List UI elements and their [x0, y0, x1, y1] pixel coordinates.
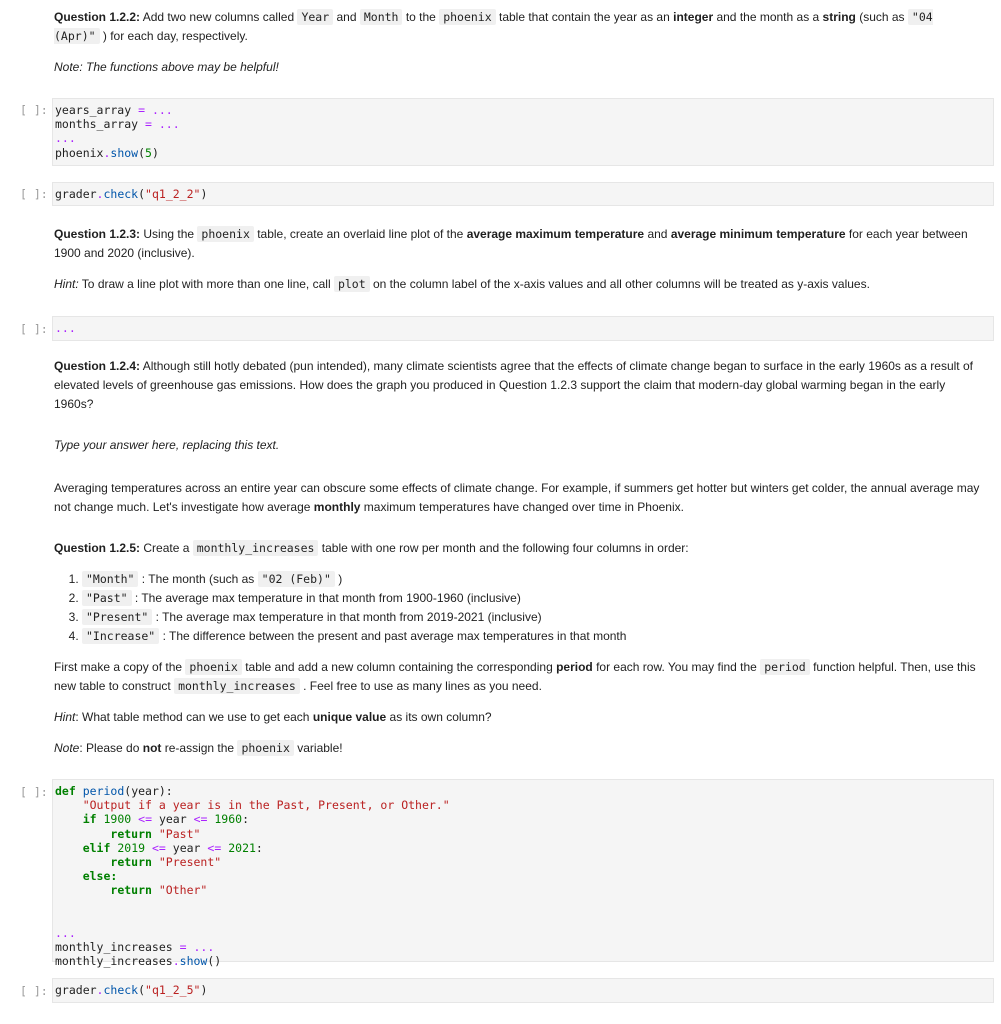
- q123-heading: Question 1.2.3:: [54, 227, 141, 241]
- code-editor-3[interactable]: ...: [52, 316, 994, 341]
- q125-note: Note: Please do not re-assign the phoenix variable!: [54, 741, 343, 755]
- list-item: 3. "Present" : The average max temperature in that month from 2019-2021 (inclusive): [82, 608, 984, 627]
- question-1-2-4: [54, 357, 984, 455]
- q124-heading: Question 1.2.4:: [54, 359, 141, 373]
- q124-answer[interactable]: Type your answer here, replacing this text.: [54, 438, 280, 452]
- code-phoenix: phoenix: [439, 9, 495, 25]
- q122-heading: Question 1.2.2:: [54, 10, 141, 24]
- list-item: 4. "Increase" : The difference between the present and past average max temperatures in that month: [82, 627, 984, 646]
- code-month: Month: [360, 9, 403, 25]
- q122-text: Question 1.2.2: Add two new columns called Year and Month to the phoenix table that contain the year as an integer and the month as a string (such as "04 (Apr)" ) for each day, respectively.: [54, 10, 933, 43]
- cell-prompt: [ ]:: [20, 103, 48, 117]
- q123-text: Question 1.2.3: Using the phoenix table, create an overlaid line plot of the average maximum temperature and average minimum temperature for each year between 1900 and 2020 (inclusive).: [54, 227, 968, 260]
- code-year: Year: [297, 9, 333, 25]
- q125-instructions: First make a copy of the phoenix table and add a new column containing the corresponding period for each row. You may find the period function helpful. Then, use this new table to construct monthly_increases . Feel free to use as many lines as you need.: [54, 660, 976, 693]
- q125-hint: Hint: What table method can we use to get each unique value as its own column?: [54, 710, 492, 724]
- cell-prompt: [ ]:: [20, 785, 48, 799]
- cell-prompt: [ ]:: [20, 187, 48, 201]
- monthly-intro: Averaging temperatures across an entire year can obscure some effects of climate change. For example, if summers get hotter but winters get colder, the annual average may not change much. Let's investigate how average monthly maximum temperatures have changed over time in Phoenix.: [54, 481, 980, 514]
- list-item: 2. "Past" : The average max temperature in that month from 1900-1960 (inclusive): [82, 589, 984, 608]
- code-editor-4[interactable]: def period(year): "Output if a year is in the Past, Present, or Other." if 1900 <= year <= 1960: return "Past" elif 2019 <= year <= 2021: return "Present" else: return "Other" ... monthly_increases = ... monthly_increases.show(): [52, 779, 994, 962]
- code-example-month: "04 (Apr)": [54, 10, 933, 43]
- column-list: [54, 570, 984, 646]
- q125-heading: Question 1.2.5:: [54, 541, 141, 555]
- code-editor-5[interactable]: grader.check("q1_2_5"): [52, 978, 994, 1003]
- list-item: 1. "Month" : The month (such as "02 (Feb)" ): [82, 570, 984, 589]
- code-editor-2[interactable]: grader.check("q1_2_2"): [52, 182, 994, 206]
- q123-hint: Hint: To draw a line plot with more than one line, call plot on the column label of the x-axis values and all other columns will be treated as y-axis values.: [54, 277, 870, 291]
- question-1-2-5: [54, 539, 984, 758]
- code-editor-1[interactable]: years_array = ... months_array = ... ... phoenix.show(5): [52, 98, 994, 166]
- question-1-2-2: [54, 8, 984, 77]
- cell-prompt: [ ]:: [20, 984, 48, 998]
- question-1-2-3: [54, 225, 984, 294]
- cell-prompt: [ ]:: [20, 322, 48, 336]
- q122-note: Note: The functions above may be helpful!: [54, 60, 279, 74]
- q125-text: Question 1.2.5: Create a monthly_increases table with one row per month and the following four columns in order:: [54, 541, 689, 555]
- q124-text: Question 1.2.4: Although still hotly debated (pun intended), many climate scientists agree that the effects of climate change began to surface in the early 1960s as a result of elevated levels of greenhouse gas emissions. How does the graph you produced in Question 1.2.3 support the claim that modern-day global warming began in the early 1960s?: [54, 359, 973, 411]
